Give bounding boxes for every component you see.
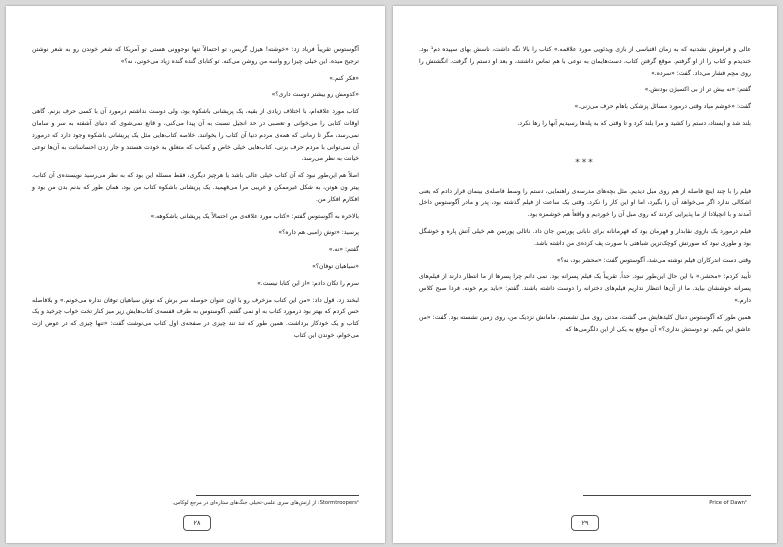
paragraph: «کدومش رو بیشتر دوست داری؟» (271, 91, 359, 99)
paragraph: کتاب مورد علاقه‌ام، با اختلاف زیادی از بقیه، یک پریشانی باشکوه بود، ولی دوست نداشتم درمورد آن با کسی حرف بزنم. گاهی اوقات کتابی را می‌خوانی و تعصبی در حد انجیل نسبت به آن پیدا می‌کنی، و قانع نمی‌شوی که دنیای آشفته به سر و سامان نمی‌رسد، مگر تا زمانی که همه‌ی مردم دنیا آن کتاب را بخوانند. خلاصه کتاب‌هایی مثل یک پریشانی باشکوه وجود دارد که درمورد آن نمی‌توانی با مردم حرف بزنی، کتاب‌هایی خیلی خاص و کمیاب که متعلق به خودت هستند و جار زدن احساساتت به آن‌ها نوعی خیانت به نظر می‌رسد. (32, 108, 359, 163)
paragraph: عالی و فراموش نشدنیه که به زمان اقتباسی از بازی ویدئویی مورد علاقمه.» کتاب را بالا نگه داشت، ناسش بهای سپیده دم¹ بود. خندیدم و کتاب را از او گرفتم. موقع گرفتن کتاب، دست‌هایمان به نوعی با هم تماس داشتند، و بعد او دستم را گرفت. انگشتش را روی مچم فشار می‌داد. گفت: «سرده.» (419, 46, 751, 77)
right-page-text (419, 44, 751, 340)
paragraph: همین طور که آگوستوس دنبال کلیدهایش می گشت، مدتی روی مبل نشستم. مامانش نزدیک من، روی زمین نشسته بود. گفت: «من عاشق این بکیم. تو دوستش نداری؟» آن موقع به یکی از این دلگرمی‌ها که (419, 313, 751, 333)
paragraph: گفت: «خوشم میاد وقتی درمورد مسائل پزشکی باهام حرف می‌زنی.» (574, 103, 751, 111)
paragraph: اصلاً هم این‌طور نبود که آن کتاب خیلی عالی باشد یا هرچیز دیگری، فقط مسئله این بود که به نظر می‌رسید نویسنده‌ی آن کتاب، پیتر ون هوتن، به شکل غیرممکن و غریبی مرا می‌فهمید. یک پریشانی باشکوه کتاب من بود، همان طور که بدنم بدن من بود و افکارم افکار من. (32, 172, 359, 203)
page-number: ۲۸ (183, 515, 211, 531)
paragraph: فیلم درمورد یک بازوی نقابدار و قهرمان بود که قهرمانانه برای نابانی پورتمن جان داد. ناتالی پورتمن هم خیلی آتش پاره و خوشگل بود و طوری نبود که صورتش کوچک‌ترین شباهتی با صورت پف کرده‌ی من داشته باشد. (419, 227, 751, 247)
paragraph: گفتم: «نه.» (328, 246, 359, 254)
left-page-text (32, 44, 359, 347)
paragraph: بالاخره به آگوستوس گفتم: «کتاب مورد علاقه‌ی من احتمالاً یک پریشانی باشکوهه.» (150, 212, 359, 220)
paragraph: گفتم: «نه بیش تر از بی اکسیژن بودنش.» (644, 86, 751, 94)
paragraph: بلند شد و ایستاد، دستم را کشید و مرا بلند کرد و تا وقتی که به پله‌ها رسیدیم آنها را رها نکرد. (517, 119, 751, 127)
footnote-rule (196, 495, 359, 496)
left-page (6, 6, 385, 543)
footnote-rule (583, 495, 751, 496)
paragraph: وقتی دست اندرکاران فیلم نوشته می‌شد، آگوستوس گفت: «محشر بود، نه؟» (556, 256, 751, 264)
paragraph: آگوستوس تقریباً فریاد زد: «خوشته! هیزل گریس، تو احتمالاً تنها نوجوونی هستی تو آمریکا که شعر خوندن رو به شعر نوشتن ترجیح میده. این خیلی چیزا رو واسه من روشن می‌کنه. تو کتابای گنده گنده زیاد می‌خونی، نه؟» (32, 46, 359, 65)
paragraph: «سیاهیان توفان؟» (312, 262, 359, 270)
paragraph: لبخند زد. قول داد: «من این کتاب مزخرف رو با اون عنوان حوصله سر برش که توش سیاهیان توفان نداره می‌خونم.» و بلافاصله حس کردم که بهتر بود درمورد کتاب به او نمی گفتم. آگوستوس به طرف قفسه‌ی کتاب‌هایش زیر میز کنار تخت خواب چرخید و یک کتاب و یک خودکار برداشت. همین طور که تند تند چیزی در صفحه‌ی اول کتاب می‌نوشت گفت: «تنها چیزی که در عوض ازت می‌خوام، خوندن این کتاب (32, 296, 359, 339)
page-number: ۲۹ (571, 515, 599, 531)
paragraph: «فکر کنم.» (329, 74, 359, 82)
paragraph: فیلم را با چند اینچ فاصله از هم روی مبل دیدیم. مثل بچه‌های مدرسه‌ی راهنمایی، دستم را وسط فاصله‌ی بینمان قرار دادم که یعنی اشکالی ندارد اگر می‌خواهد آن را بگیرد، اما او این کار را نکرد. وقتی یک ساعت از فیلم گذشته بود، پدر و مادر آگوستوس داخل آمدند و با انچیلادا از ما پذیرایی کردند که روی مبل آن را خوردیم و واقعاً هم خوشمزه بود. (419, 187, 751, 219)
section-separator: *** (575, 157, 595, 168)
right-page (393, 6, 777, 543)
footnote: Stormtroopers¹: از ارتش‌های سری علمی-تخیلی جنگ‌های ستاره‌ای در مرجع لوکاس. (172, 500, 359, 506)
footnote: Price of Dawn¹ (709, 500, 747, 506)
paragraph: تأیید کردم: «محشر.» با این حال این‌طور نبود. حداً. تقریباً یک فیلم پسرانه بود. نمی دانم چرا پسرها از ما انتظار دارند از فیلم‌های پسرانه خوششان بیاید. ما از آن‌ها انتظار نداریم فیلم‌های دخترانه را دوست داشته باشند. گفتم: «باید برم خونه. فردا صبح کلاس دارم.» (419, 273, 751, 304)
paragraph: پرسید: «توش زامبی هم داره؟» (278, 229, 359, 237)
paragraph: سرم را تکان دادم: «از این کتابا نیست.» (257, 279, 359, 287)
